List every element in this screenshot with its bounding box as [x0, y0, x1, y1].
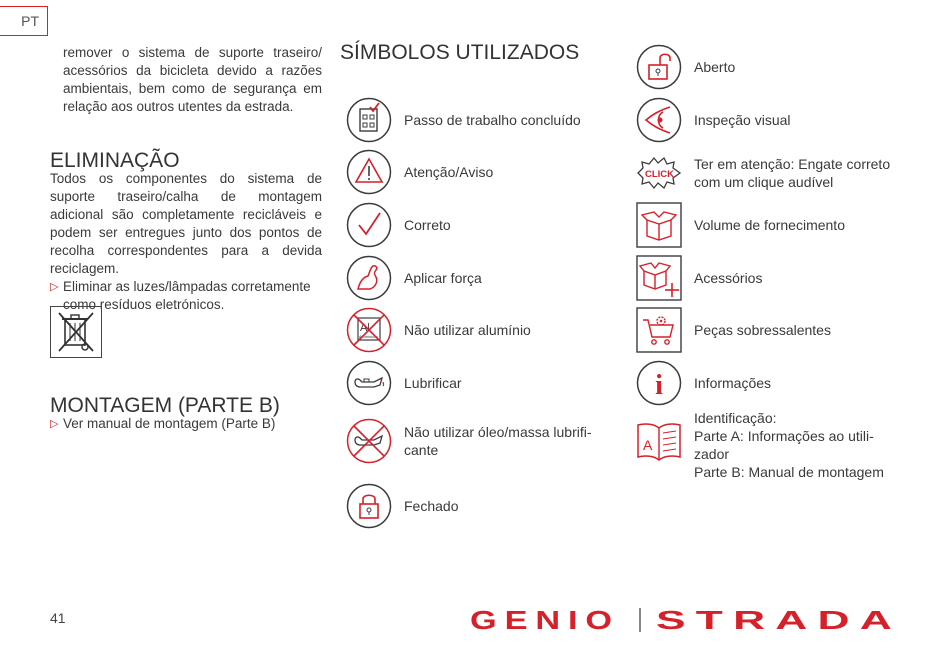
symbol-label: Volume de fornecimento [694, 217, 845, 233]
weee-crossed-bin-icon [50, 306, 102, 358]
info-letter: i [655, 370, 663, 401]
symbol-row-information [636, 360, 771, 406]
symbol-label: Ter em atenção: Engate correto com um clique audível [694, 156, 891, 190]
symbol-label: Não utilizar óleo/massa lubrifi- cante [404, 424, 592, 458]
symbol-row-visual-inspection [636, 97, 791, 143]
cart-gear-icon [636, 307, 682, 353]
symbol-label: Lubrificar [404, 375, 462, 391]
symbol-row-open [636, 44, 735, 90]
symbol-row-identification [636, 409, 884, 481]
symbol-label: Passo de trabalho concluído [404, 112, 581, 128]
elimination-heading: ELIMINAÇÃO [50, 149, 180, 172]
warning-icon [346, 149, 392, 195]
symbol-row-checklist [346, 97, 581, 143]
elimination-section [50, 170, 322, 314]
symbol-label: Inspeção visual [694, 112, 791, 128]
page-number: 41 [50, 610, 66, 626]
no-aluminium-icon [346, 307, 392, 353]
aluminium-symbol-text: Al [360, 322, 370, 334]
language-tab [0, 6, 48, 36]
closed-lock-icon [346, 483, 392, 529]
intro-paragraph: remover o sistema de suporte traseiro/ acessórios da bicicleta devido a razões ambientais, bem como de segurança em relação aos outros utentes da estrada. [63, 45, 322, 114]
eye-icon [636, 97, 682, 143]
checkmark-icon [346, 202, 392, 248]
symbol-row-no-oil [346, 418, 592, 464]
book-letter: A [643, 437, 653, 453]
box-plus-icon [636, 255, 682, 301]
checklist-icon [346, 97, 392, 143]
symbol-row-spare-parts [636, 307, 831, 353]
symbol-row-closed [346, 483, 458, 529]
symbol-label: Atenção/Aviso [404, 164, 494, 180]
oil-can-icon [346, 360, 392, 406]
symbol-label: Aplicar força [404, 270, 482, 286]
symbol-row-no-aluminium [346, 307, 531, 353]
flexed-arm-icon [346, 255, 392, 301]
mounting-heading: MONTAGEM (PARTE B) [50, 394, 280, 417]
symbol-label: Não utilizar alumínio [404, 322, 531, 338]
brand-strada: STRADA [656, 605, 902, 635]
symbol-row-correct [346, 202, 451, 248]
info-icon [636, 360, 682, 406]
elimination-paragraph: Todos os componentes do sistema de suporte traseiro/calha de montagem adicional são completamente recicláveis e podem ser entregues junto dos pontos de recolha correspondentes para a devida reciclagem. [50, 171, 322, 276]
bullet-triangle-icon: ▷ [50, 418, 59, 430]
open-lock-icon [636, 44, 682, 90]
mounting-bullet-text: Ver manual de montagem (Parte B) [63, 416, 276, 431]
language-label: PT [21, 13, 39, 29]
book-icon [636, 417, 682, 463]
symbols-heading: SÍMBOLOS UTILIZADOS [340, 41, 580, 64]
symbol-label: Fechado [404, 498, 459, 514]
symbol-row-force [346, 255, 482, 301]
click-text: CLICK [645, 169, 675, 180]
symbol-label: Peças sobressalentes [694, 322, 831, 338]
symbol-label: Correto [404, 217, 451, 233]
brand-genio: GENIO [470, 605, 620, 635]
symbol-row-warning [346, 149, 493, 195]
symbol-row-lubricate [346, 360, 462, 406]
aluminium-subtext: Aluminium [359, 334, 378, 339]
genio-strada-logo [470, 605, 905, 635]
mounting-bullet [50, 415, 335, 433]
symbol-label: Aberto [694, 59, 736, 75]
box-icon [636, 202, 682, 248]
no-oil-icon [346, 418, 392, 464]
symbol-label: Informações [694, 375, 772, 391]
symbol-row-delivery [636, 202, 845, 248]
symbol-row-click [636, 150, 890, 196]
symbol-row-accessories [636, 255, 762, 301]
symbol-label: Acessórios [694, 270, 763, 286]
symbol-label: Identificação: Parte A: Informações ao utili- zador Parte B: Manual de montagem [694, 410, 884, 480]
click-icon [636, 150, 682, 196]
elimination-bullet-text: Eliminar as luzes/lâmpadas corretamente como resíduos eletrónicos. [63, 279, 311, 312]
bullet-triangle-icon: ▷ [50, 281, 59, 293]
